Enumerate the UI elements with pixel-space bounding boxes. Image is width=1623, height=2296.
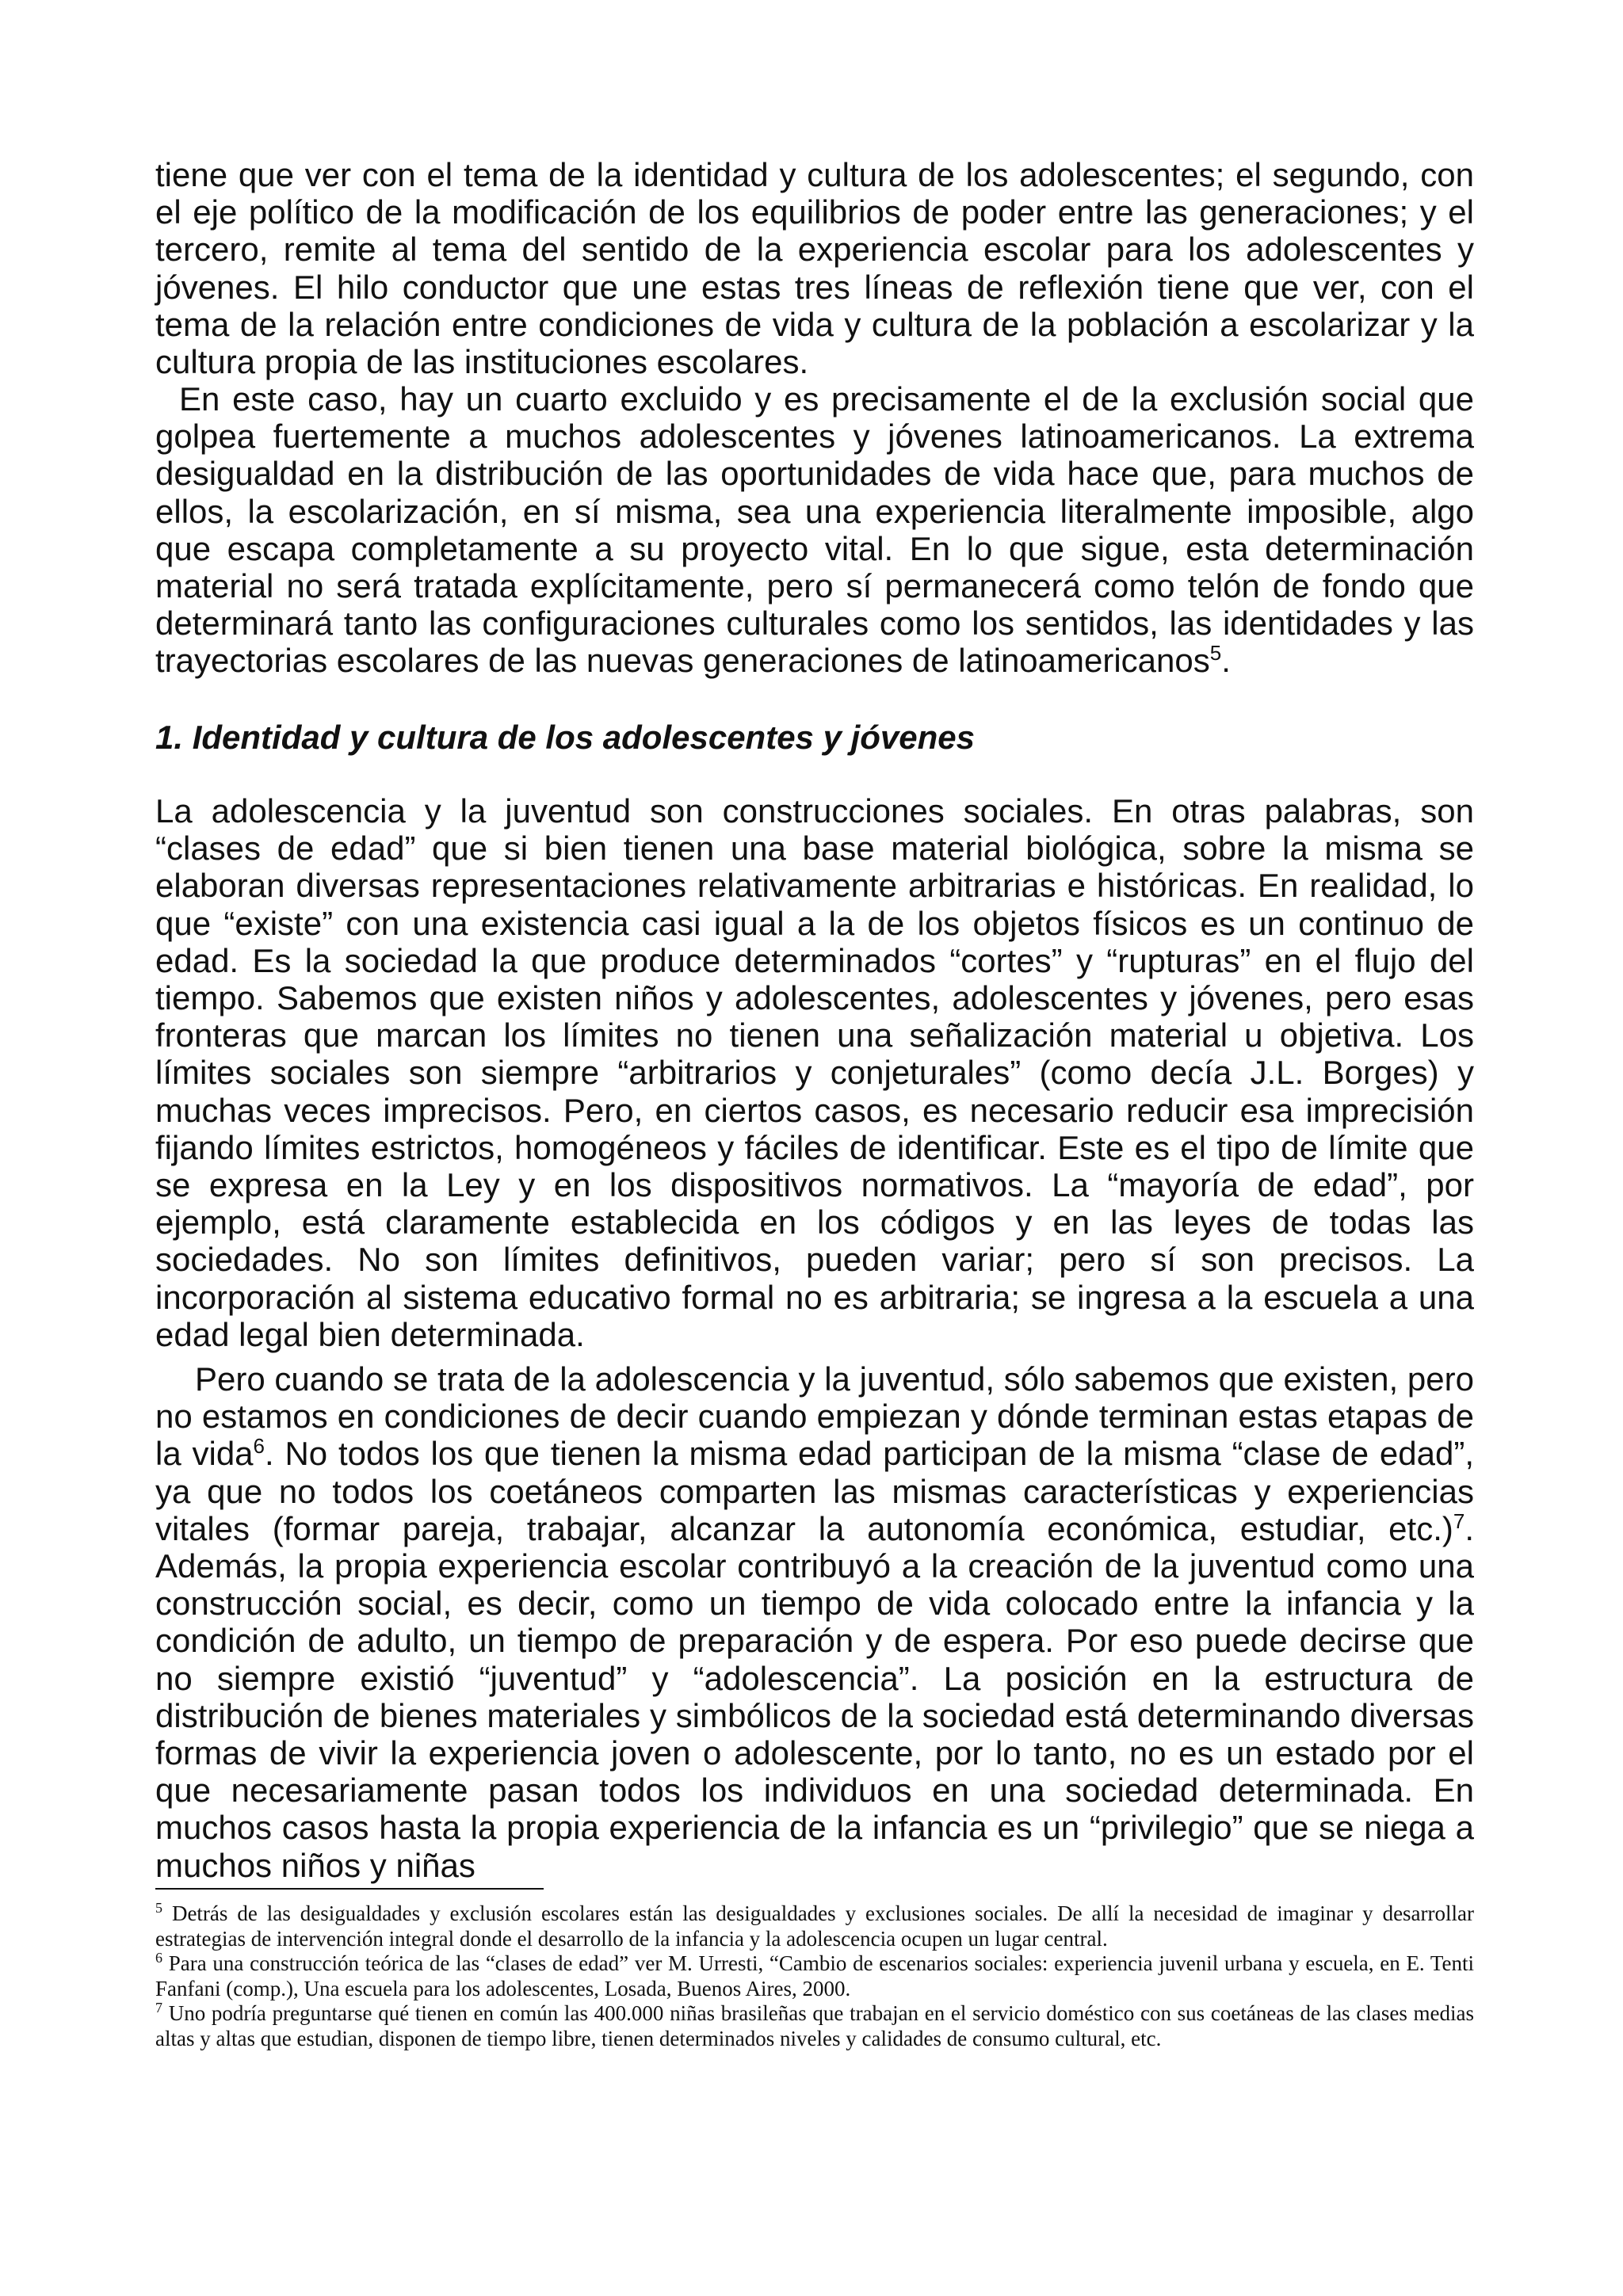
body-paragraph [155, 380, 1474, 680]
footnote-number: 7 [155, 2000, 162, 2016]
footnote-number: 6 [155, 1950, 162, 1966]
footnote [155, 2001, 1474, 2051]
paragraph-text: tiene que ver con el tema de la identidad y cultura de los adolescentes; el segundo, con el eje político de la modificación de los equilibrios de poder entre las generaciones; y el tercero, remite al tema del sentido de la experiencia escolar para los adolescentes y jóvenes. El hilo conductor que une estas tres líneas de reflexión tiene que ver, con el tema de la relación entre condiciones de vida y cultura de la población a escolarizar y la cultura propia de las instituciones escolares. [155, 156, 1474, 381]
body-paragraph [155, 792, 1474, 1353]
paragraph-text: . No todos los que tienen la misma edad participan de la misma “clase de edad”, ya que no todos los coetáneos comparten las mismas características y experiencias vitales (formar pareja, trabajar, alcanzar la autonomía económica, estudiar, etc.) [155, 1435, 1474, 1547]
paragraph-text: . Además, la propia experiencia escolar contribuyó a la creación de la juventud como una construcción social, es decir, como un tiempo de vida colocado entre la infancia y la condición de adulto, un tiempo de preparación y de espera. Por eso puede decirse que no siempre existió “juventud” y “adolescencia”. La posición en la estructura de distribución de bienes materiales y simbólicos de la sociedad está determinando diversas formas de vivir la experiencia joven o adolescente, por lo tanto, no es un estado por el que necesariamente pasan todos los individuos en una sociedad determinada. En muchos casos hasta la propia experiencia de la infancia es un “privilegio” que se niega a muchos niños y niñas [155, 1509, 1474, 1884]
footnote-text: Para una construcción teórica de las “clases de edad” ver M. Urresti, “Cambio de escenarios sociales: experiencia juvenil urbana y escuela, en E. Tenti Fanfani (comp.), Una escuela para los adolescentes, Losada, Buenos Aires, 2000. [155, 1951, 1474, 2000]
footnote-text: Uno podría preguntarse qué tienen en común las 400.000 niñas brasileñas que trabajan en el servicio doméstico con sus coetáneas de las clases medias altas y altas que estudian, disponen de tiempo libre, tienen determinados niveles y calidades de consumo cultural, etc. [155, 2001, 1475, 2050]
footnote-number: 5 [155, 1900, 162, 1916]
body-paragraph [155, 1360, 1474, 1884]
paragraph-text-tail: . [1221, 642, 1231, 680]
section-heading: 1. Identidad y cultura de los adolescentes y jóvenes [155, 719, 976, 756]
footnote-reference[interactable]: 7 [1453, 1508, 1465, 1533]
paragraph-text: La adolescencia y la juventud son construcciones sociales. En otras palabras, son “clases de edad” que si bien tienen una base material biológica, sobre la misma se elaboran diversas representaciones relativamente arbitrarias e históricas. En realidad, lo que “existe” con una existencia casi igual a la de los objetos físicos es un continuo de edad. Es la sociedad la que produce determinados “cortes” y “rupturas” en el flujo del tiempo. Sabemos que existen niños y adolescentes, adolescentes y jóvenes, pero esas fronteras que marcan los límites no tienen una señalización material u objetiva. Los límites sociales son siempre “arbitrarios y conjeturales” (como decía J.L. Borges) y muchas veces imprecisos. Pero, en ciertos casos, es necesario reducir esa imprecisión fijando límites estrictos, homogéneos y fáciles de identificar. Este es el tipo de límite que se expresa en la Ley y en los dispositivos normativos. La “mayoría de edad”, por ejemplo, está claramente establecida en los códigos y en las leyes de todas las sociedades. No son límites definitivos, pueden variar; pero sí son precisos. La incorporación al sistema educativo formal no es arbitraria; se ingresa a la escuela a una edad legal bien determinada. [155, 792, 1474, 1353]
footnote [155, 1901, 1474, 1951]
paragraph-text: En este caso, hay un cuarto excluido y es precisamente el de la exclusión social que golpea fuertemente a muchos adolescentes y jóvenes latinoamericanos. La extrema desigualdad en la distribución de las oportunidades de vida hace que, para muchos de ellos, la escolarización, en sí misma, sea una experiencia literalmente imposible, algo que escapa completamente a su proyecto vital. En lo que sigue, esta determinación material no será tratada explícitamente, pero sí permanecerá como telón de fondo que determinará tanto las configuraciones culturales como los sentidos, las identidades y las trayectorias escolares de las nuevas generaciones de latinoamericanos [155, 380, 1474, 680]
footnote-separator [155, 1888, 544, 1890]
footnote-reference[interactable]: 6 [253, 1434, 265, 1459]
body-paragraph [155, 156, 1474, 380]
footnote-text: Detrás de las desigualdades y exclusión escolares están las desigualdades y exclusiones sociales. De allí la necesidad de imaginar y desarrollar estrategias de intervención integral donde el desarrollo de la infancia y la adolescencia ocupen un lugar central. [155, 1901, 1475, 1951]
footnote [155, 1951, 1474, 2001]
paragraph-text: Pero cuando se trata de la adolescencia y la juventud, sólo sabemos que existen, pero no estamos en condiciones de decir cuando empiezan y dónde terminan estas etapas de la vida [155, 1360, 1474, 1473]
footnote-reference[interactable]: 5 [1209, 641, 1222, 666]
footnotes-section [155, 1901, 1474, 2051]
